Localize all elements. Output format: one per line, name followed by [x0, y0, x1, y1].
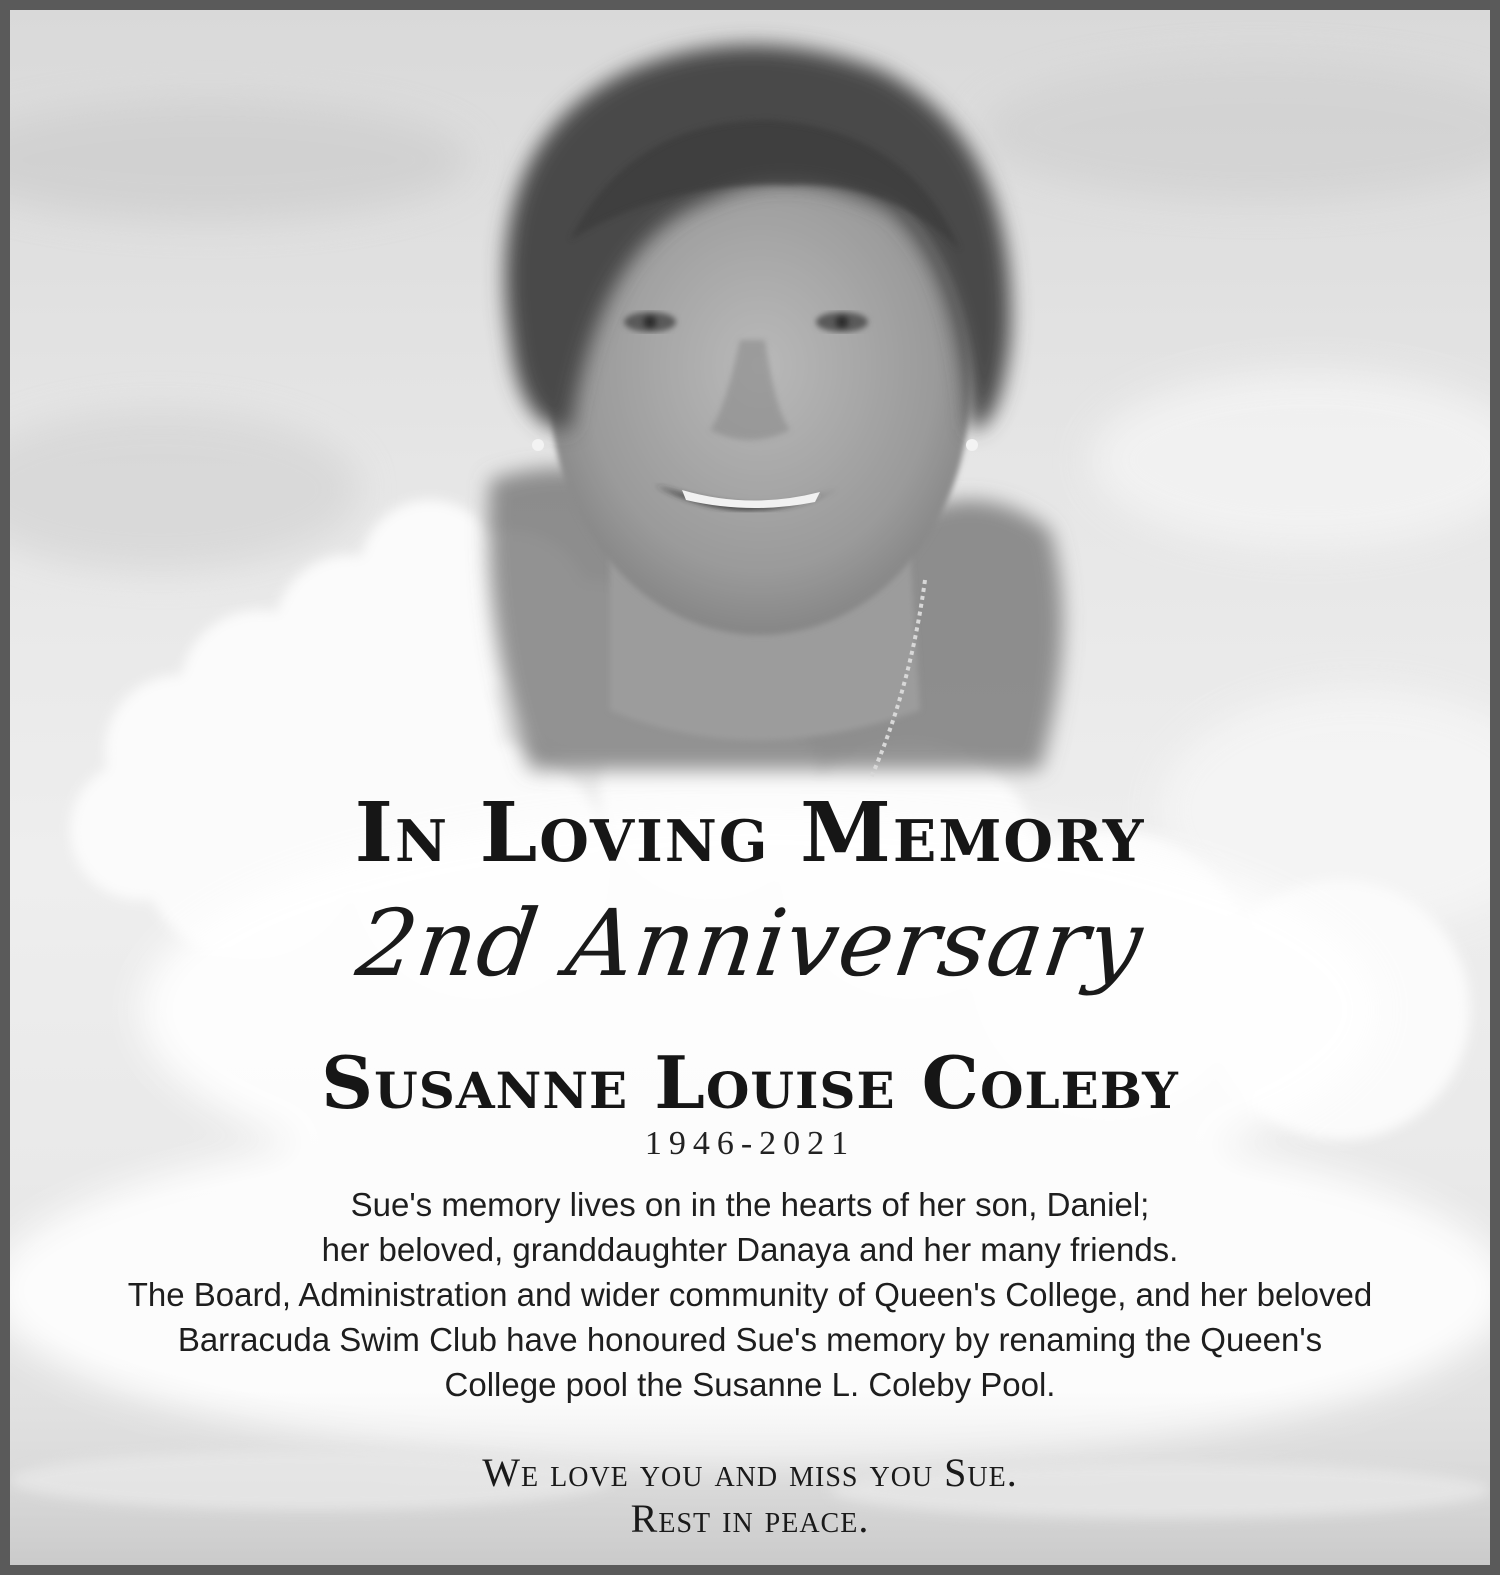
tribute-line: The Board, Administration and wider community of Queen's College, and her beloved — [127, 1276, 1373, 1313]
closing-line: Rest in peace. — [630, 1496, 870, 1541]
closing-message — [10, 1450, 1490, 1542]
tribute-text — [30, 1182, 1470, 1407]
closing-line: We love you and miss you Sue. — [482, 1450, 1018, 1495]
tribute-line: College pool the Susanne L. Coleby Pool. — [444, 1366, 1056, 1403]
deceased-name: Susanne Louise Coleby — [321, 1040, 1179, 1125]
tribute-line: Barracuda Swim Club have honoured Sue's memory by renaming the Queen's — [177, 1321, 1323, 1358]
anniversary-title: 2nd Anniversary — [350, 890, 1150, 997]
tribute-line: her beloved, granddaughter Danaya and her many friends. — [321, 1231, 1179, 1268]
tribute-line: Sue's memory lives on in the hearts of her son, Daniel; — [350, 1186, 1150, 1223]
notice-heading: In Loving Memory — [354, 785, 1146, 881]
life-years: 1946-2021 — [644, 1125, 856, 1162]
